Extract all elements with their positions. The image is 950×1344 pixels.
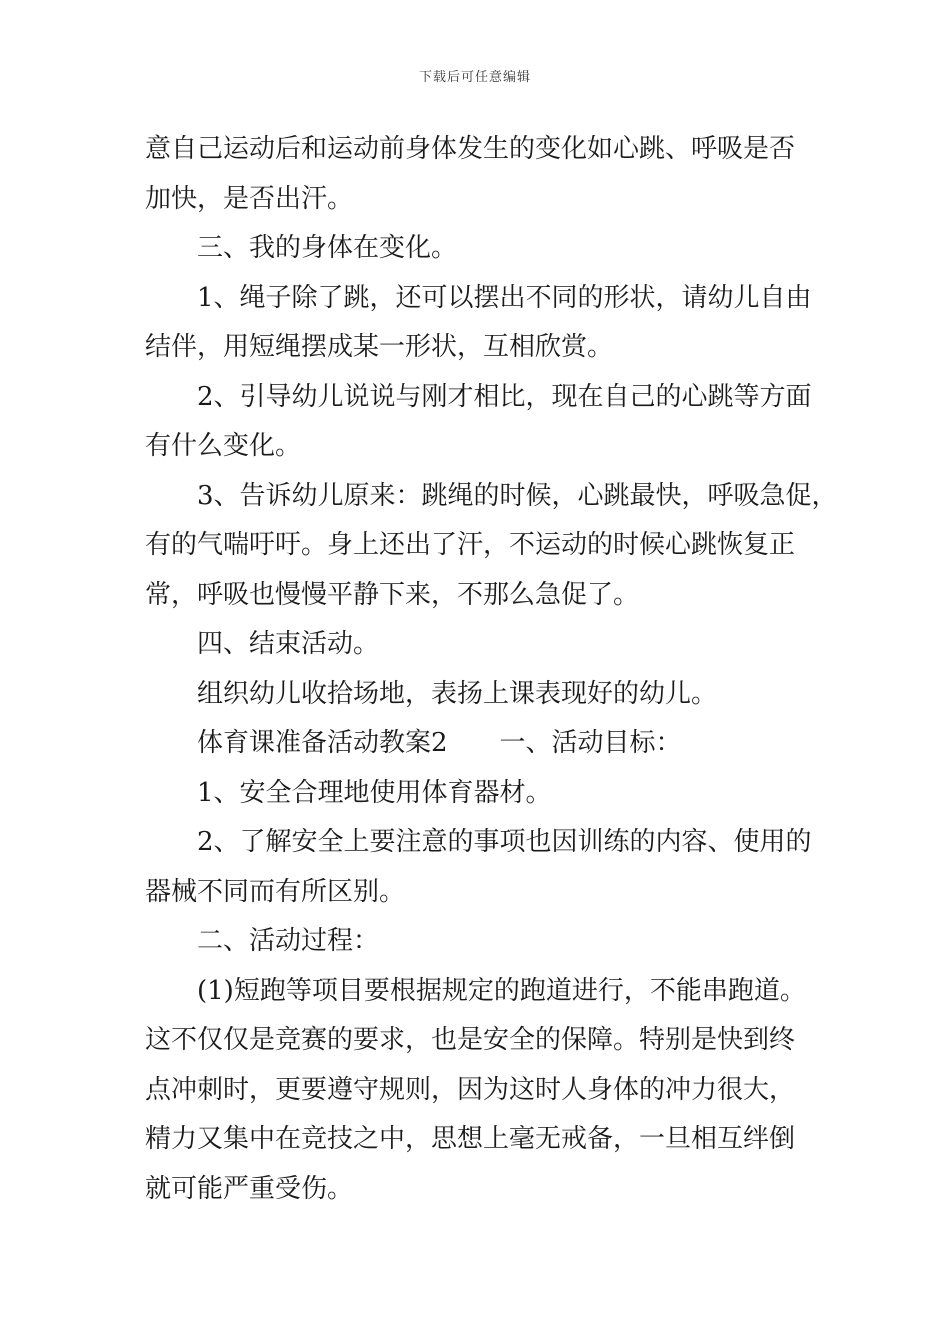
paragraph bbox=[145, 769, 835, 819]
paragraph-line: 常，呼吸也慢慢平静下来，不那么急促了。 bbox=[145, 579, 640, 610]
paragraph-line: 1、安全合理地使用体育器材。 bbox=[197, 777, 552, 808]
paragraph bbox=[145, 373, 835, 472]
document-body bbox=[145, 125, 838, 1214]
paragraph bbox=[145, 818, 835, 917]
paragraph-line: 二、活动过程： bbox=[197, 926, 380, 956]
paragraph-line: 结伴，用短绳摆成某一形状，互相欣赏。 bbox=[145, 332, 614, 362]
paragraph-line: 精力又集中在竞技之中，思想上毫无戒备，一旦相互绊倒 bbox=[145, 1124, 796, 1154]
document-title: 体育课准备活动教案2 bbox=[197, 728, 448, 758]
paragraph-line: 有的气喘吁吁。身上还出了汗，不运动的时候心跳恢复正 bbox=[145, 530, 796, 560]
paragraph bbox=[145, 274, 835, 373]
paragraph-line: 1、绳子除了跳，还可以摆出不同的形状，请幼儿自由 bbox=[197, 282, 812, 313]
paragraph-line: 意自己运动后和运动前身体发生的变化如心跳、呼吸是否 bbox=[145, 134, 796, 164]
paragraph bbox=[145, 967, 835, 1215]
paragraph-line: 就可能严重受伤。 bbox=[145, 1173, 354, 1204]
section-heading bbox=[145, 917, 835, 967]
paragraph bbox=[145, 670, 835, 720]
section-heading bbox=[145, 224, 835, 274]
paragraph-line: 三、我的身体在变化。 bbox=[197, 233, 458, 263]
section-heading bbox=[145, 620, 835, 670]
paragraph-line: 加快，是否出汗。 bbox=[145, 183, 354, 214]
paragraph-line: 这不仅仅是竞赛的要求，也是安全的保障。特别是快到终 bbox=[145, 1025, 796, 1055]
paragraph-line: (1)短跑等项目要根据规定的跑道进行，不能串跑道。 bbox=[197, 975, 806, 1006]
header-note: 下载后可任意编辑 bbox=[418, 70, 531, 85]
paragraph-line: 点冲刺时，更要遵守规则，因为这时人身体的冲力很大， bbox=[145, 1074, 796, 1105]
paragraph-line: 四、结束活动。 bbox=[197, 629, 380, 659]
section-heading: 一、活动目标： bbox=[499, 728, 682, 758]
paragraph-line: 3、告诉幼儿原来：跳绳的时候，心跳最快，呼吸急促， bbox=[197, 480, 838, 511]
paragraph-line: 2、了解安全上要注意的事项也因训练的内容、使用的 bbox=[197, 827, 812, 857]
paragraph-line: 器械不同而有所区别。 bbox=[145, 876, 406, 907]
paragraph-line: 组织幼儿收拾场地，表扬上课表现好的幼儿。 bbox=[197, 678, 718, 709]
paragraph-line: 有什么变化。 bbox=[145, 431, 302, 461]
paragraph-line: 2、引导幼儿说说与刚才相比，现在自己的心跳等方面 bbox=[197, 381, 812, 412]
paragraph bbox=[145, 472, 838, 621]
paragraph bbox=[145, 125, 835, 224]
document-title-line bbox=[145, 719, 835, 769]
